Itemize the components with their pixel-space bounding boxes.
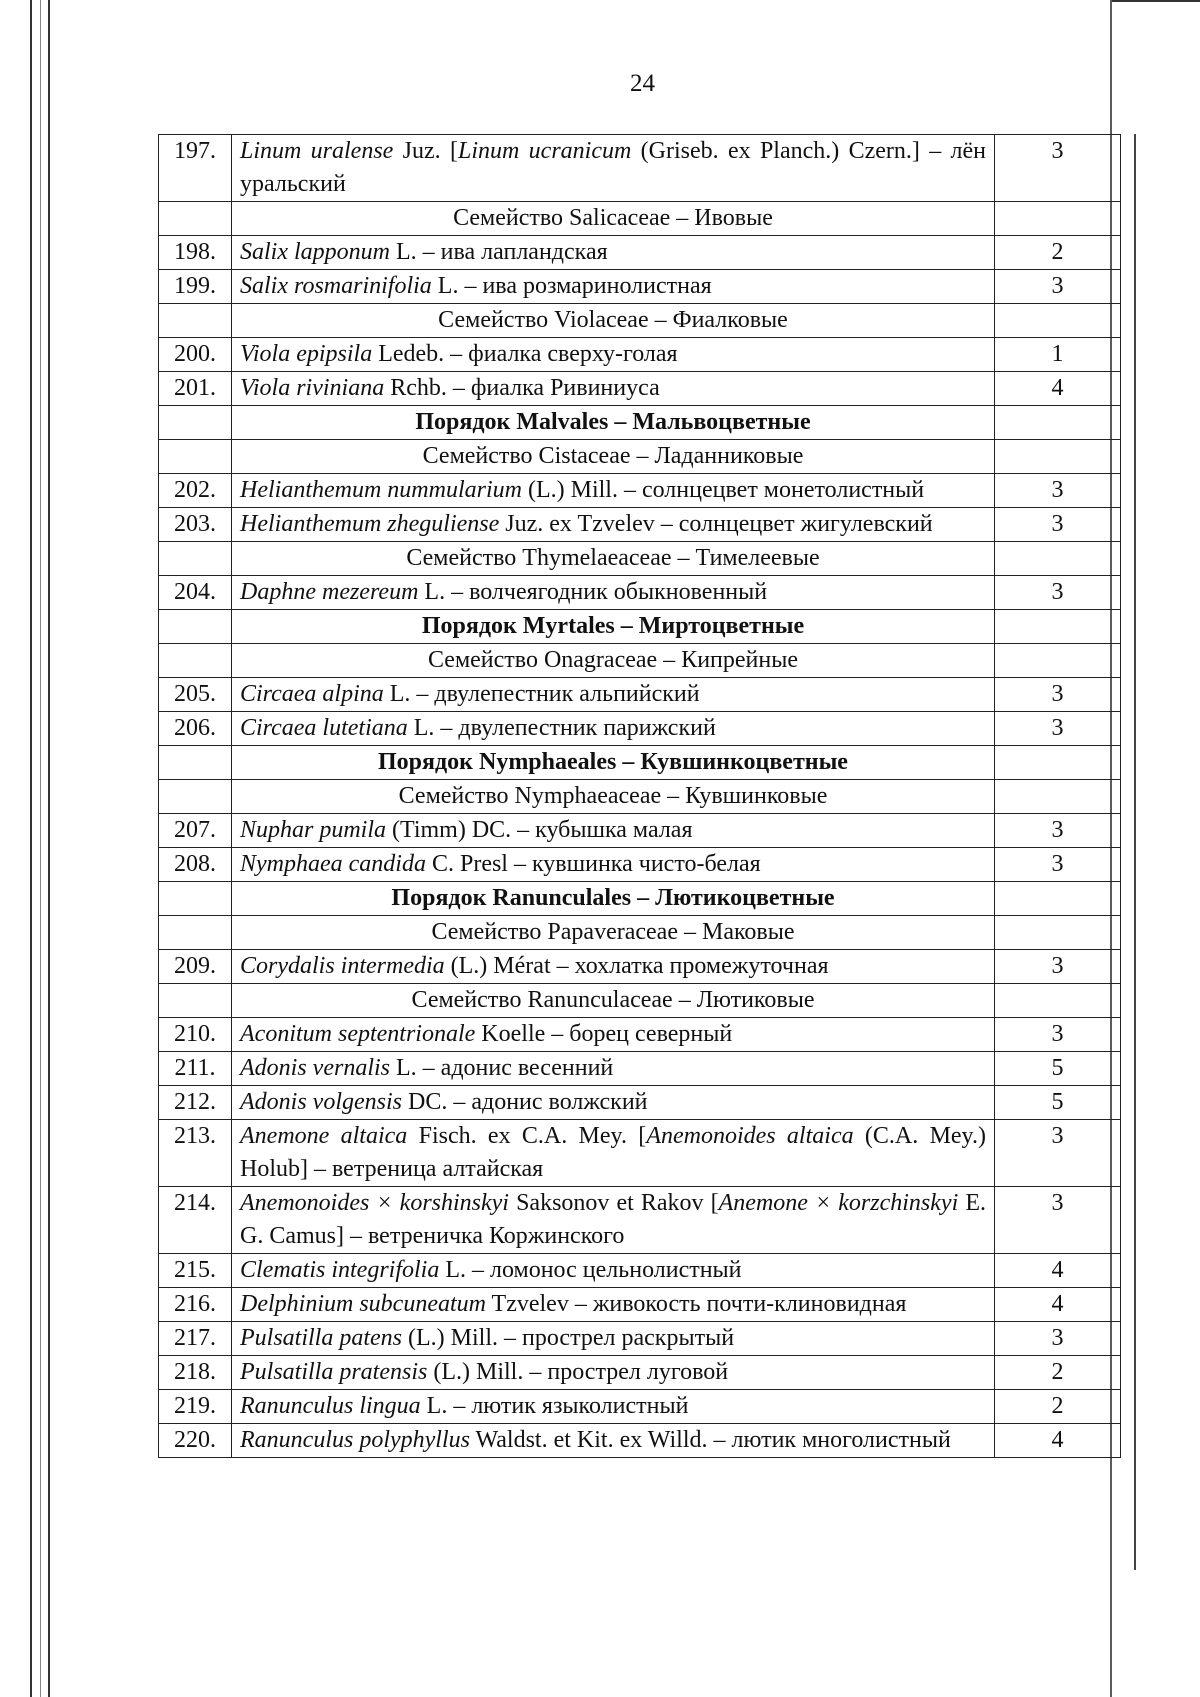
latin-name: Anemone × korzchinskyi: [718, 1190, 959, 1216]
species-number: 215.: [159, 1254, 232, 1288]
species-row: [159, 1120, 1121, 1187]
scan-edge-line: [40, 0, 41, 1697]
species-name: [232, 1288, 995, 1322]
empty-cell: [159, 406, 232, 440]
species-row: [159, 508, 1121, 542]
order-title: Порядок Malvales – Мальвоцветные: [232, 406, 995, 440]
species-name: [232, 1424, 995, 1458]
empty-cell: [995, 304, 1121, 338]
status-category: 3: [995, 1322, 1121, 1356]
status-category: 3: [995, 270, 1121, 304]
latin-name: Pulsatilla patens: [240, 1325, 402, 1351]
latin-name: Ranunculus lingua: [240, 1393, 421, 1419]
empty-cell: [159, 984, 232, 1018]
species-number: 206.: [159, 712, 232, 746]
name-text: Ledeb. – фиалка сверху-голая: [372, 341, 678, 367]
latin-name: Circaea lutetiana: [240, 715, 408, 741]
species-number: 201.: [159, 372, 232, 406]
species-number: 210.: [159, 1018, 232, 1052]
status-category: 5: [995, 1086, 1121, 1120]
name-text: Fisch. ex C.A. Mey. [: [407, 1123, 647, 1149]
species-name: [232, 712, 995, 746]
empty-cell: [159, 882, 232, 916]
latin-name: Viola riviniana: [240, 375, 385, 401]
species-name: [232, 848, 995, 882]
species-row: [159, 474, 1121, 508]
latin-name: Linum ucranicum: [458, 138, 632, 164]
empty-cell: [159, 304, 232, 338]
order-title: Порядок Myrtales – Миртоцветные: [232, 610, 995, 644]
page-number: 24: [630, 70, 655, 97]
name-text: (Griseb. ex Planch.) Czern.] – лён уральский: [240, 138, 987, 197]
family-heading-row: [159, 780, 1121, 814]
species-number: 212.: [159, 1086, 232, 1120]
family-title: Семейство Violaceae – Фиалковые: [232, 304, 995, 338]
empty-cell: [159, 440, 232, 474]
latin-name: Clematis integrifolia: [240, 1257, 440, 1283]
species-name: [232, 1356, 995, 1390]
latin-name: Helianthemum nummularium: [240, 477, 522, 503]
species-number: 203.: [159, 508, 232, 542]
family-title: Семейство Onagraceae – Кипрейные: [232, 644, 995, 678]
latin-name: Nuphar pumila: [240, 817, 387, 843]
latin-name: Nymphaea candida: [240, 851, 426, 877]
species-number: 207.: [159, 814, 232, 848]
species-number: 209.: [159, 950, 232, 984]
order-title: Порядок Nymphaeales – Кувшинкоцветные: [232, 746, 995, 780]
species-name: [232, 1322, 995, 1356]
latin-name: Linum uralense: [240, 138, 394, 164]
family-heading-row: [159, 916, 1121, 950]
species-row: [159, 1018, 1121, 1052]
species-row: [159, 1086, 1121, 1120]
status-category: 4: [995, 1254, 1121, 1288]
family-title: Семейство Cistaceae – Ладанниковые: [232, 440, 995, 474]
species-row: [159, 1254, 1121, 1288]
species-row: [159, 1322, 1121, 1356]
species-name: [232, 474, 995, 508]
name-text: (L.) Mill. – прострел луговой: [427, 1359, 729, 1385]
species-name: [232, 1052, 995, 1086]
table-shadow-line: [1134, 134, 1136, 1570]
empty-cell: [995, 882, 1121, 916]
species-number: 197.: [159, 135, 232, 202]
latin-name: Viola epipsila: [240, 341, 373, 367]
name-text: (L.) Mill. – прострел раскрытый: [402, 1325, 735, 1351]
species-name: [232, 1254, 995, 1288]
latin-name: Corydalis intermedia: [240, 953, 445, 979]
species-number: 217.: [159, 1322, 232, 1356]
species-row: [159, 135, 1121, 202]
name-text: Juz. [: [393, 138, 458, 164]
name-text: Waldst. et Kit. ex Willd. – лютик многолистный: [469, 1427, 951, 1453]
name-text: Tzvelev – живокость почти-клиновидная: [485, 1291, 907, 1317]
species-name: [232, 678, 995, 712]
latin-name: Adonis volgensis: [240, 1089, 402, 1115]
family-heading-row: [159, 304, 1121, 338]
species-number: 200.: [159, 338, 232, 372]
species-row: [159, 338, 1121, 372]
species-number: 208.: [159, 848, 232, 882]
name-text: Koelle – борец северный: [475, 1021, 733, 1047]
status-category: 3: [995, 508, 1121, 542]
species-row: [159, 1390, 1121, 1424]
species-name: [232, 338, 995, 372]
species-name: [232, 1086, 995, 1120]
empty-cell: [995, 780, 1121, 814]
species-row: [159, 270, 1121, 304]
latin-name: Ranunculus polyphyllus: [240, 1427, 470, 1453]
species-row: [159, 848, 1121, 882]
scan-edge-line: [1112, 0, 1200, 2]
latin-name: Salix lapponum: [240, 239, 390, 265]
latin-name: Adonis vernalis: [240, 1055, 390, 1081]
latin-name: Daphne mezereum: [240, 579, 419, 605]
name-text: Saksonov et Rakov [: [508, 1190, 719, 1216]
species-number: 218.: [159, 1356, 232, 1390]
name-text: L. – ива розмаринолистная: [431, 273, 712, 299]
family-title: Семейство Salicaceae – Ивовые: [232, 202, 995, 236]
name-text: (C.A. Mey.) Holub] – ветреница алтайская: [240, 1123, 986, 1182]
name-text: L. – ива лапландская: [390, 239, 608, 265]
status-category: 4: [995, 1288, 1121, 1322]
species-name: [232, 1390, 995, 1424]
species-table: [158, 134, 1121, 1458]
name-text: C. Presl – кувшинка чисто-белая: [425, 851, 761, 877]
latin-name: Pulsatilla pratensis: [240, 1359, 428, 1385]
species-number: 216.: [159, 1288, 232, 1322]
species-row: [159, 950, 1121, 984]
empty-cell: [159, 780, 232, 814]
empty-cell: [995, 644, 1121, 678]
empty-cell: [159, 610, 232, 644]
species-number: 211.: [159, 1052, 232, 1086]
status-category: 4: [995, 1424, 1121, 1458]
species-row: [159, 678, 1121, 712]
name-text: L. – волчеягодник обыкновенный: [418, 579, 768, 605]
status-category: 3: [995, 814, 1121, 848]
status-category: 3: [995, 712, 1121, 746]
latin-name: Circaea alpina: [240, 681, 384, 707]
name-text: L. – двулепестник парижский: [407, 715, 716, 741]
empty-cell: [159, 916, 232, 950]
species-number: 199.: [159, 270, 232, 304]
species-name: [232, 508, 995, 542]
status-category: 3: [995, 1120, 1121, 1187]
name-text: (L.) Mérat – хохлатка промежуточная: [444, 953, 829, 979]
order-heading-row: [159, 746, 1121, 780]
order-heading-row: [159, 406, 1121, 440]
species-row: [159, 1424, 1121, 1458]
name-text: E. G. Camus] – ветреничка Коржинского: [240, 1190, 986, 1249]
empty-cell: [995, 916, 1121, 950]
latin-name: Delphinium subcuneatum: [240, 1291, 486, 1317]
species-row: [159, 814, 1121, 848]
species-number: 219.: [159, 1390, 232, 1424]
status-category: 2: [995, 1390, 1121, 1424]
species-number: 214.: [159, 1187, 232, 1254]
species-row: [159, 372, 1121, 406]
empty-cell: [995, 610, 1121, 644]
status-category: 3: [995, 678, 1121, 712]
empty-cell: [995, 202, 1121, 236]
status-category: 2: [995, 236, 1121, 270]
species-number: 204.: [159, 576, 232, 610]
species-row: [159, 1356, 1121, 1390]
species-row: [159, 712, 1121, 746]
status-category: 3: [995, 474, 1121, 508]
family-title: Семейство Papaveraceae – Маковые: [232, 916, 995, 950]
status-category: 1: [995, 338, 1121, 372]
family-heading-row: [159, 202, 1121, 236]
order-title: Порядок Ranunculales – Лютикоцветные: [232, 882, 995, 916]
species-number: 205.: [159, 678, 232, 712]
family-heading-row: [159, 440, 1121, 474]
order-heading-row: [159, 882, 1121, 916]
species-number: 220.: [159, 1424, 232, 1458]
species-row: [159, 576, 1121, 610]
name-text: Rchb. – фиалка Ривиниуса: [384, 375, 660, 401]
latin-name: Helianthemum zheguliense: [240, 511, 500, 537]
status-category: 3: [995, 848, 1121, 882]
status-category: 3: [995, 1187, 1121, 1254]
scan-edge-line: [30, 0, 32, 1697]
family-title: Семейство Ranunculaceae – Лютиковые: [232, 984, 995, 1018]
empty-cell: [159, 542, 232, 576]
name-text: L. – адонис весенний: [390, 1055, 614, 1081]
species-number: 213.: [159, 1120, 232, 1187]
latin-name: Anemonoides × korshinskyi: [240, 1190, 509, 1216]
latin-name: Anemonoides altaica: [646, 1123, 854, 1149]
family-heading-row: [159, 644, 1121, 678]
species-name: [232, 270, 995, 304]
empty-cell: [159, 644, 232, 678]
species-name: [232, 372, 995, 406]
species-row: [159, 1052, 1121, 1086]
order-heading-row: [159, 610, 1121, 644]
name-text: L. – двулепестник альпийский: [383, 681, 700, 707]
empty-cell: [995, 406, 1121, 440]
name-text: (L.) Mill. – солнцецвет монетолистный: [521, 477, 925, 503]
species-row: [159, 236, 1121, 270]
family-heading-row: [159, 542, 1121, 576]
species-name: [232, 1018, 995, 1052]
status-category: 3: [995, 1018, 1121, 1052]
name-text: L. – лютик языколистный: [420, 1393, 689, 1419]
name-text: Juz. ex Tzvelev – солнцецвет жигулевский: [499, 511, 933, 537]
species-name: [232, 1120, 995, 1187]
species-name: [232, 576, 995, 610]
family-heading-row: [159, 984, 1121, 1018]
status-category: 2: [995, 1356, 1121, 1390]
family-title: Семейство Nymphaeaceae – Кувшинковые: [232, 780, 995, 814]
empty-cell: [995, 440, 1121, 474]
name-text: DC. – адонис волжский: [402, 1089, 648, 1115]
name-text: (Timm) DC. – кубышка малая: [386, 817, 693, 843]
species-number: 202.: [159, 474, 232, 508]
species-name: [232, 236, 995, 270]
species-row: [159, 1288, 1121, 1322]
species-name: [232, 950, 995, 984]
species-name: [232, 1187, 995, 1254]
family-title: Семейство Thymelaeaceae – Тимелеевые: [232, 542, 995, 576]
status-category: 3: [995, 135, 1121, 202]
empty-cell: [995, 542, 1121, 576]
latin-name: Aconitum septentrionale: [240, 1021, 476, 1047]
species-row: [159, 1187, 1121, 1254]
latin-name: Salix rosmarinifolia: [240, 273, 432, 299]
status-category: 4: [995, 372, 1121, 406]
species-name: [232, 135, 995, 202]
empty-cell: [995, 746, 1121, 780]
scan-edge-line: [48, 0, 50, 1697]
status-category: 5: [995, 1052, 1121, 1086]
latin-name: Anemone altaica: [240, 1123, 408, 1149]
name-text: L. – ломонос цельнолистный: [439, 1257, 742, 1283]
empty-cell: [995, 984, 1121, 1018]
species-name: [232, 814, 995, 848]
empty-cell: [159, 202, 232, 236]
empty-cell: [159, 746, 232, 780]
status-category: 3: [995, 576, 1121, 610]
status-category: 3: [995, 950, 1121, 984]
species-number: 198.: [159, 236, 232, 270]
